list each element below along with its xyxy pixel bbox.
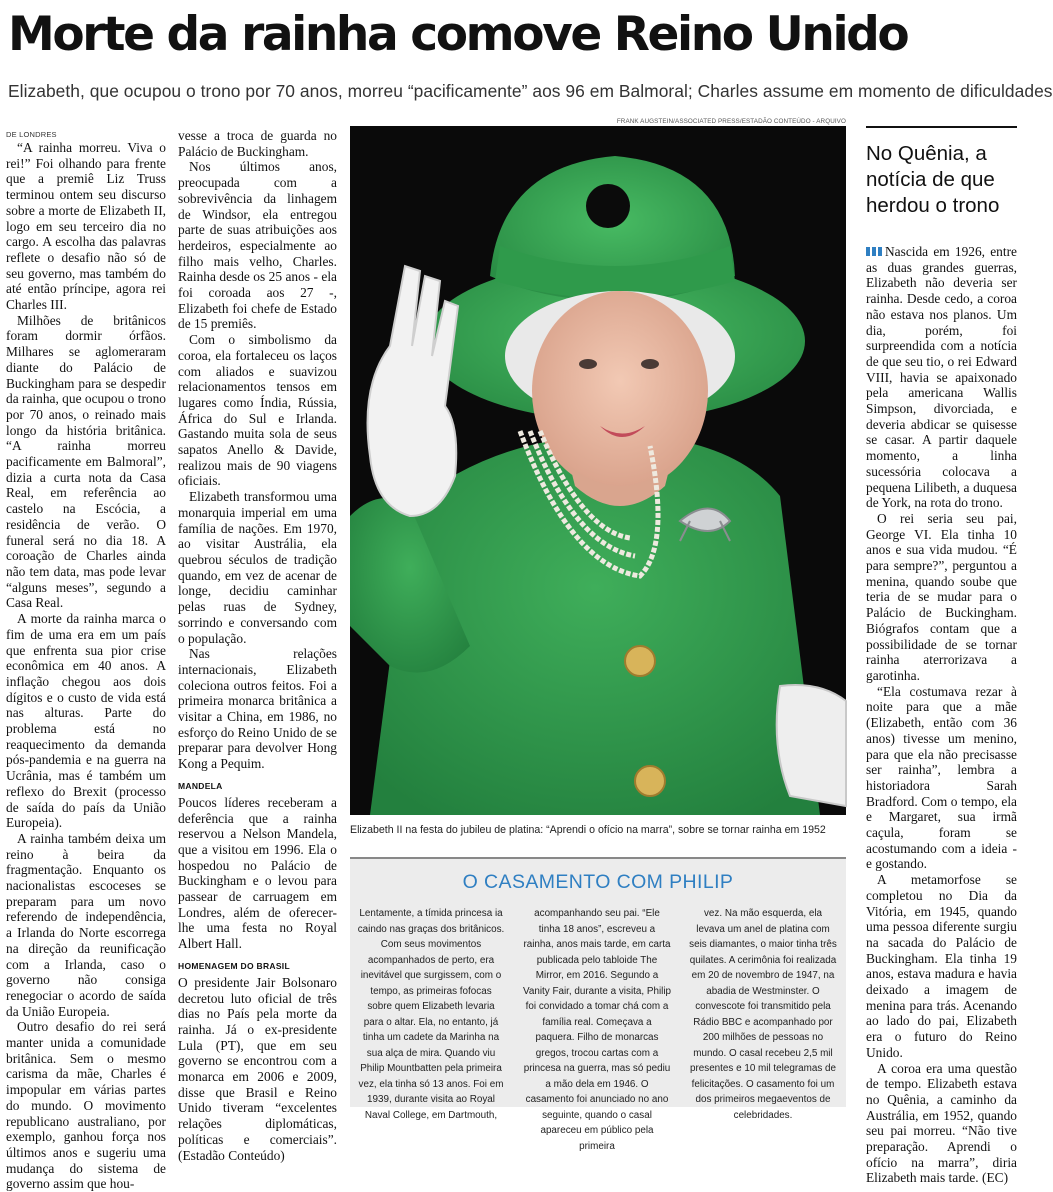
sidebar-title: No Quênia, a notícia de que herdou o trono [866, 142, 1000, 217]
box-title: O CASAMENTO COM PHILIP [462, 871, 734, 893]
box-column-1: Lentamente, a tímida princesa ia caindo nas graças dos britânicos. Com seus movimentos acompanhados de perto, era inevitável que surgissem, com o tempo, as primeiras fofocas sobre quem Elizabeth levaria para o altar. Ela, no entanto, já tinha um cadete da Marinha na sua alça de mira. Quando viu Philip Mountbatten pela primeira vez, ela tinha só 13 anos. Foi em 1939, durante visita ao Royal Naval College, em Dartmouth, [357, 908, 505, 1121]
hat-button [586, 184, 630, 228]
sidebar-rule [866, 126, 1017, 128]
article-paragraph: “Ela costumava rezar à noite para que a mãe (Elizabeth, então com 36 anos) tivesse um menino, para que ela não precisasse ser rainha”, lembra a historiadora Sarah Bradford. Com o tempo, ela e Margaret, sua irmã caçula, foram se acostumando com a ideia - e gostando. [866, 683, 1017, 872]
article-paragraph: Milhões de britânicos foram dormir órfãos. Milhares se aglomeraram diante do Palácio de Buckingham para se despedir da rainha, que ocupou o trono por 70 anos, o reinado mais longo da história britânica. “A rainha morreu pacificamente em Balmoral”, dizia a curta nota da Casa Real, em referência ao castelo na Escócia, a residência de verão. O funeral será no dia 18. A coroação de Charles ainda não tem data, mas pode levar “alguns meses”, segundo a Casa Real. [6, 312, 166, 611]
article-paragraph: A coroa era uma questão de tempo. Elizabeth estava no Quênia, a caminho da Austrália, em 1952, quando seu pai morreu. “Não tive preparação. Aprendi o ofício na marra”, diria Elizabeth mais tarde. (EC) [866, 1060, 1017, 1186]
box-column-2: acompanhando seu pai. “Ele tinha 18 anos”, escreveu a rainha, anos mais tarde, em carta publicada pelo tabloide The Mirror, em 2016. Segundo a Vanity Fair, durante a visita, Philip foi convidado a tomar chá com a família real. Começava a paquera. Filho de monarcas gregos, trocou cartas com a princesa na guerra, mas só pediu a mão dela em 1946. O casamento foi anunciado no ano seguinte, quando o casal apareceu em público pela primeira [523, 908, 672, 1152]
article-paragraph: O presidente Jair Bolsonaro decretou luto oficial de três dias no País pela morte da rainha. Já o ex-presidente Lula (PT), que em seu governo se encontrou com a monarca em 2006 e 2009, disse que Brasil e Reino Unido tiveram “excelentes relações diplomáticas, políticas e comerciais”. (Estadão Conteúdo) [178, 974, 337, 1163]
article-paragraph: A morte da rainha marca o fim de uma era em um país que enfrenta sua pior crise econômica em 40 anos. A inflação chegou aos dois dígitos e o custo de vida está nas alturas. Parte do problema está no reaquecimento da demanda pós-pandemia e na guerra na Ucrânia, mas é também um reflexo do Brexit (processo de saída do país da União Europeia). [6, 611, 166, 831]
article-paragraph: Com o simbolismo da coroa, ela fortaleceu os laços com aliados e suavizou relacionamentos tensos em lugares como Índia, Rússia, África do Sul e Irlanda. Gastando muita sola de seus sapatos Anello & Davide, realizou mais de 90 viagens oficiais. [178, 332, 337, 489]
article-paragraph: Outro desafio do rei será manter unida a comunidade britânica. Sem o mesmo carisma da mãe, Charles é impopular em várias partes do mundo. O movimento republicano australiano, por exemplo, ganhou força nos últimos anos e sugeriu uma mudança do sistema de governo assim que hou- [6, 1019, 166, 1192]
sidebar-column [866, 244, 1017, 1186]
article-paragraph: Nascida em 1926, entre as duas grandes guerras, Elizabeth não deveria ser rainha. Desde cedo, a coroa não estava nos planos. Um dia, porém, foi surpreendida com a notícia de que seu tio, o rei Edward VIII, havia se apaixonado pela americana Wallis Simpson, divorciada, e deveria abdicar se quisesse se casar. A partir daquele momento, a linha sucessória colocava a pequena Lilibeth, a duquesa de York, na rota do trono. [866, 244, 1017, 511]
article-paragraph: Elizabeth transformou uma monarquia imperial em uma família de nações. Em 1970, ao visitar Austrália, ela quebrou séculos de tradição quando, em vez de acenar de longe, decidiu caminhar pelas ruas de Sydney, sorrindo e conversando com o população. [178, 489, 337, 646]
dateline: DE LONDRES [6, 130, 57, 139]
section-marker-icon [866, 247, 882, 256]
box-rule [350, 857, 846, 859]
article-paragraph: Nos últimos anos, preocupada com a sobrevivência da linhagem de Windsor, ela entregou parte de suas atribuições aos herdeiros, especialmente ao filho mais velho, Charles. Rainha desde os 25 anos - ela foi coroada aos 27 -, Elizabeth foi chefe de Estado de 15 premiês. [178, 159, 337, 332]
subheadline: Elizabeth, que ocupou o trono por 70 anos, morreu “pacificamente” aos 96 em Balmoral; Charles assume em momento de dificuldades [8, 81, 1053, 101]
photo-caption: Elizabeth II na festa do jubileu de platina: “Aprendi o ofício na marra”, sobre se tornar rainha em 1952 [350, 824, 826, 836]
queen-photo [350, 126, 846, 815]
article-paragraph: Poucos líderes receberam a deferência que a rainha reservou a Nelson Mandela, que a visitou em 1996. Ela o hospedou no Palácio de Buckingham e o levou para passear de carruagem em Londres, além de oferecer-lhe uma festa no Royal Albert Hall. [178, 794, 337, 952]
queen-illustration [350, 126, 846, 815]
article-paragraph: A metamorfose se completou no Dia da Vitória, em 1945, quando uma pessoa diferente surgiu na sacada do Palácio de Buckingham. Ela tinha 19 anos, estava madura e havia deixado a imagem de menina para trás. Acenando ao lado do pai, Elizabeth era o futuro do Reino Unido. [866, 872, 1017, 1060]
photo-credit: FRANK AUGSTEIN/ASSOCIATED PRESS/ESTADÃO CONTEÚDO - ARQUIVO [616, 118, 846, 125]
box-column-3: vez. Na mão esquerda, ela levava um anel de platina com seis diamantes, o maior tinha três quilates. A cerimônia foi realizada em 20 de novembro de 1947, na abadia de Westminster. O convescote foi transmitido pela Rádio BBC e acompanhado por 200 milhões de pessoas no mundo. O casal recebeu 2,5 mil presentes e 10 mil telegramas de felicitações. O casamento foi um dos primeiros megaeventos de celebridades. [689, 908, 837, 1121]
page-title: Morte da rainha comove Reino Unido [8, 7, 908, 62]
article-paragraph: Nas relações internacionais, Elizabeth coleciona outros feitos. Foi a primeira monarca britânica a visitar a China, em 1986, no esforço do Reino Unido de se preparar para devolver Hong Kong a Pequim. [178, 646, 337, 772]
article-column-2 [178, 128, 337, 1163]
article-paragraph: “A rainha morreu. Viva o rei!” Foi olhando para frente que a premiê Liz Truss terminou ontem seu discurso sobre a morte de Elizabeth II, logo em seu terceiro dia no cargo. A escolha das palavras reflete o desafio não só de seu governo, mas também do até então príncipe, agora rei Charles III. [6, 140, 166, 313]
article-paragraph: O rei seria seu pai, George VI. Ela tinha 10 anos e sua vida mudou. “É para sempre?”, perguntou a menina, quando soube que teria de se mudar para o Palácio de Buckingham. Biógrafos contam que a possibilidade de se tornar rainha aterrorizava a garotinha. [866, 510, 1017, 683]
section-subheading: MANDELA [178, 780, 223, 791]
section-subheading: HOMENAGEM DO BRASIL [178, 960, 290, 971]
article-column-1 [6, 130, 166, 1192]
article-paragraph: A rainha também deixa um reino à beira da fragmentação. Enquanto os nacionalistas escoceses se preparam para um novo referendo de independência, a Irlanda do Norte escorrega na direção da reunificação com a Irlanda, caso o governo não consiga renegociar o acordo de saída da União Europeia. [6, 830, 166, 1019]
article-paragraph: vesse a troca de guarda no Palácio de Buckingham. [178, 128, 337, 159]
